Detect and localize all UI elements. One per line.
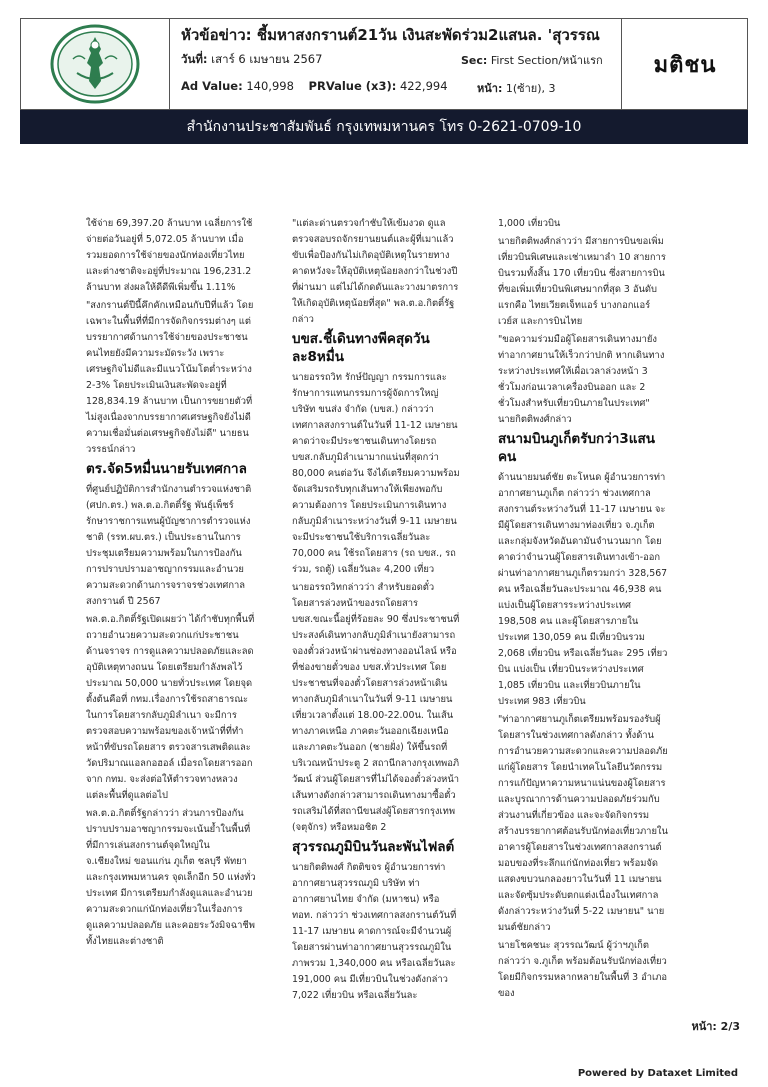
article-column-2 — [292, 216, 462, 1006]
article-paragraph: 1,000 เที่ยวบิน — [498, 218, 561, 229]
ad-value-label: Ad Value: — [181, 79, 243, 93]
value-row — [181, 79, 448, 93]
article-paragraph: พล.ต.อ.กิตติ์รัฐกล่าวว่า ส่วนการป้องกันปราบปรามอาชญากรรมจะเน้นย้ำในพื้นที่ที่มีการเล่นสงกรานต์จุดใหญ่ใน จ.เชียงใหม่ ขอนแก่น ภูเก็ต ชลบุรี พัทยา และกรุงเทพมหานคร จุดเล็กอีก 50 แห่งทั่วประเทศ มีการเตรียมกำลังดูแลและอำนวยความสะดวกแก่นักท่องเที่ยวในเรื่องการดูแลความปลอดภัย และคอยระวังมิจฉาชีพทั้งไทยและต่างชาติ — [86, 808, 256, 947]
article-paragraph: พล.ต.อ.กิตติ์รัฐเปิดเผยว่า ได้กำชับทุกพื้นที่ถวายอำนวยความสะดวกแก่ประชาชนด้านจราจร การดูแลความปลอดภัยและลดอุบัติเหตุทางถนน โดยเตรียมกำลังพลไว้ประมาณ 50,000 นายทั่วประเทศ โดยจุดตั้งต้นคือที่ กทม.เรื่องการใช้รถสาธารณะในการโดยสารกลับภูมิลำเนา จะมีการตรวจสอบความพร้อมของเจ้าหน้าที่ที่ทำหน้าที่ขับรถโดยสาร ตรวจสารเสพติดและวัดปริมาณแอลกอฮอล์ เมื่อรถโดยสารออกจาก กทม. จะส่งต่อให้ตำรวจทางหลวงแต่ละพื้นที่ดูแลต่อไป — [86, 614, 255, 801]
article-paragraph: ด้านนายมนต์ชัย ตะโหนด ผู้อำนวยการท่าอากาศยานภูเก็ต กล่าวว่า ช่วงเทศกาลสงกรานต์ระหว่างวันที่ 11-17 เมษายน จะมีผู้โดยสารเดินทางมาท่องเที่ยว จ.ภูเก็ต และกลุ่มจังหวัดอันดามันจำนวนมาก โดยคาดว่าจำนวนผู้โดยสารเดินทางเข้า-ออกผ่านท่าอากาศยานภูเก็ตรวมกว่า 328,567 คน หรือเฉลี่ยวันละประมาณ 46,938 คน แบ่งเป็นผู้โดยสารระหว่างประเทศ 198,508 คน และผู้โดยสารภายในประเทศ 130,059 คน มีเที่ยวบินรวม 2,068 เที่ยวบิน หรือเฉลี่ยวันละ 295 เที่ยวบิน แบ่งเป็น เที่ยวบินระหว่างประเทศ 1,085 เที่ยวบิน และเที่ยวบินภายในประเทศ 983 เที่ยวบิน — [498, 472, 668, 707]
news-title: ชี้มหาสงกรานต์21วัน เงินสะพัดร่วม2แสนล. 'สุวรรณ — [256, 26, 600, 44]
article-paragraph: ที่ศูนย์ปฏิบัติการสำนักงานตำรวจแห่งชาติ (ศปก.ตร.) พล.ต.อ.กิตติ์รัฐ พันธุ์เพ็ชร์ รักษาราชการแทนผู้บัญชาการตำรวจแห่งชาติ (รรท.ผบ.ตร.) เป็นประธานในการประชุมเตรียมความพร้อมในการป้องกันการปราบปรามอาชญากรรมและอำนวยความสะดวกด้านการจราจรช่วงเทศกาลสงกรานต์ ปี 2567 — [86, 484, 252, 607]
ad-value: 140,998 — [246, 79, 294, 93]
article-subheading: บขส.ชี้เดินทางพีคสุดวันละ8หมื่น — [292, 331, 430, 365]
article-column-3 — [498, 216, 668, 1004]
article-paragraph: นายอรรถวิท รักษ์ปัญญา กรรมการและรักษาการแทนกรรมการผู้จัดการใหญ่ บริษัท ขนส่ง จำกัด (บขส.) กล่าวว่า เทศกาลสงกรานต์ในวันที่ 11-12 เมษายน คาดว่าจะมีประชาชนเดินทางโดยรถ บขส.กลับภูมิลำเนามากแน่นที่สุดกว่า 80,000 คนต่อวัน จึงได้เตรียมความพร้อมจัดเสริมรถรับทุกเส้นทางให้เพียงพอกับความต้องการ โดยประเมินการเดินทางกลับภูมิลำเนาระหว่างวันที่ 9-11 เมษายน จะมีประชาชนใช้บริการเฉลี่ยวันละ 70,000 คน ใช้รถโดยสาร (รถ บขส., รถร่วม, รถตู้) เฉลี่ยวันละ 4,200 เที่ยว — [292, 372, 460, 575]
section-value: First Section/หน้าแรก — [490, 54, 603, 67]
date-row — [181, 51, 322, 69]
bangkok-seal-icon — [49, 23, 141, 105]
powered-by: Powered by Dataxet Limited — [577, 1068, 738, 1079]
publication-box — [621, 19, 748, 109]
article-column-1 — [86, 216, 256, 952]
clipping-header — [20, 18, 748, 110]
article-paragraph: "สงกรานต์ปีนี้คึกคักเหมือนกับปีที่แล้ว โดยเฉพาะในพื้นที่ที่มีการจัดกิจกรรมต่างๆ แต่บรรยากาศด้านการใช้จ่ายของประชาชนคนไทยยังมีความระมัดระวัง เพราะเศรษฐกิจไม่ดีและมีแนวโน้มโตต่ำระหว่าง 2-3% โดยประเมินเงินสะพัดจะอยู่ที่ 128,834.19 ล้านบาท เป็นการขยายตัวที่ไม่สูงเนื่องจากบรรยากาศเศรษฐกิจยังไม่ดี ความเชื่อมั่นต่อเศรษฐกิจยังไม่ดี" นายธนวรรธน์กล่าว — [86, 300, 254, 455]
article-subheading: ตร.จัด5หมื่นนายรับเทศกาล — [86, 461, 247, 477]
article-paragraph: ใช้จ่าย 69,397.20 ล้านบาท เฉลี่ยการใช้จ่ายต่อวันอยู่ที่ 5,072.05 ล้านบาท เมื่อรวมยอดการใช้จ่ายของนักท่องเที่ยวไทยและต่างชาติจะอยู่ที่ประมาณ 196,231.2 ล้านบาท ส่งผลให้ดีดีพีเพิ่มขึ้น 1.11% — [86, 218, 253, 293]
article-paragraph: นายโชคชนะ สุวรรณวัฒน์ ผู้ว่าฯภูเก็ต กล่าวว่า จ.ภูเก็ต พร้อมต้อนรับนักท่องเที่ยวโดยมีกิจกรรมหลากหลายในพื้นที่ 3 อำเภอของ — [498, 940, 668, 999]
section-row — [461, 51, 603, 69]
news-title-row — [181, 23, 621, 47]
page-number: หน้า: 2/3 — [691, 1020, 740, 1033]
date-value: เสาร์ 6 เมษายน 2567 — [211, 52, 323, 66]
article-subheading: สุวรรณภูมิบินวันละพันไฟลต์ — [292, 839, 455, 855]
article-paragraph: นายกิตติพงศ์ กิตติขจร ผู้อำนวยการท่าอากาศยานสุวรรณภูมิ บริษัท ท่าอากาศยานไทย จำกัด (มหาชน) หรือ ทอท. กล่าวว่า ช่วงเทศกาลสงกรานต์วันที่ 11-17 เมษายน คาดการณ์จะมีจำนวนผู้โดยสารผ่านท่าอากาศยานสุวรรณภูมิในภาพรวม 1,340,000 คน หรือเฉลี่ยวันละ 191,000 คน มีเที่ยวบินในช่วงดังกล่าว 7,022 เที่ยวบิน หรือเฉลี่ยวันละ — [292, 862, 457, 1001]
date-label: วันที่: — [181, 52, 208, 66]
article-paragraph: "แต่ละด่านตรวจกำชับให้เข้มงวด ดูแลตรวจสอบรถจักรยานยนต์และผู้ที่เมาแล้วขับเพื่อป้องกันไม่เกิดอุบัติเหตุในรายทาง คาดหวังจะให้อุบัติเหตุน้อยลงกว่าในช่วงปีที่ผ่านมา แต่ไม่ได้กดดันและวางมาตรการให้เกิดอุบัติเหตุน้อยที่สุด" พล.ต.อ.กิตติ์รัฐกล่าว — [292, 218, 459, 325]
article-paragraph: นายอรรถวิทกล่าวว่า สำหรับยอดตั๋วโดยสารล่วงหน้าของรถโดยสาร บขส.ขณะนี้อยู่ที่ร้อยละ 90 ซึ่งประชาชนที่ประสงค์เดินทางกลับภูมิลำเนายังสามารถจองตั๋วล่วงหน้าผ่านช่องทางออนไลน์ หรือที่ช่องขายตั๋วของ บขส.ทั่วประเทศ โดยประชาชนที่จองตั๋วโดยสารล่วงหน้าเดินทางกลับภูมิลำเนาในวันที่ 9-11 เมษายน เที่ยวเวลาตั้งแต่ 18.00-22.00น. ในเส้นทางภาคเหนือ ภาคตะวันออกเฉียงเหนือ และภาคตะวันออก (ชายฝั่ง) ให้ขึ้นรถที่บริเวณหน้าประตู 2 สถานีกลางกรุงเทพอภิวัฒน์ ส่วนผู้โดยสารที่ไม่ได้จองตั๋วล่วงหน้าเส้นทางดังกล่าวสามารถเดินทางมาซื้อตั๋วรถเสริมได้ที่สถานีขนส่งผู้โดยสารกรุงเทพ (จตุจักร) หรือหมอชิต 2 — [292, 582, 460, 833]
contact-bar: สำนักงานประชาสัมพันธ์ กรุงเทพมหานคร โทร 0-2621-0709-10 — [20, 110, 748, 144]
section-label: Sec: — [461, 54, 488, 67]
page-row — [477, 79, 556, 97]
article-paragraph: "ท่าอากาศยานภูเก็ตเตรียมพร้อมรองรับผู้โดยสารในช่วงเทศกาลดังกล่าว ทั้งด้านการอำนวยความสะดวกและความปลอดภัยแก่ผู้โดยสาร โดยนำเทคโนโลยีนวัตกรรมการแก้ปัญหาความหนาแน่นของผู้โดยสาร และบูรณาการด้านความปลอดภัยร่วมกับส่วนงานที่เกี่ยวข้อง และจะจัดกิจกรรมสร้างบรรยากาศต้อนรับนักท่องเที่ยวภายในอาคารผู้โดยสารในช่วงเทศกาลสงกรานต์ มอบของที่ระลึกแก่นักท่องเที่ยว พร้อมจัดแสดงขบวนกลองยาวในวันที่ 11 เมษายน และจัดซุ้มประดับตกแต่งเนื่องในเทศกาลดังกล่าวระหว่างวันที่ 5-22 เมษายน" นายมนต์ชัยกล่าว — [498, 714, 668, 933]
page-label: หน้า: — [477, 82, 503, 95]
title-label: หัวข้อข่าว: — [181, 26, 252, 44]
publication-logo: มติชน — [653, 52, 717, 78]
pr-value: 422,994 — [399, 79, 448, 93]
page-value: 1(ซ้าย), 3 — [505, 82, 556, 95]
article-paragraph: นายกิตติพงศ์กล่าวว่า มีสายการบินขอเพิ่มเที่ยวบินพิเศษและเช่าเหมาลำ 10 สายการบินรวมทั้งสิ้น 170 เที่ยวบิน ซึ่งสายการบินที่ขอเพิ่มเที่ยวบินพิเศษมากที่สุด 3 อันดับแรกคือ ไทยเวียตเจ็ทแอร์ บางกอกแอร์เวย์ส และการบินไทย — [498, 236, 666, 327]
bma-logo-box — [21, 19, 170, 109]
article-paragraph: "ขอความร่วมมือผู้โดยสารเดินทางมายังท่าอากาศยานให้เร็วกว่าปกติ หากเดินทางระหว่างประเทศให้เผื่อเวลาล่วงหน้า 3 ชั่วโมงก่อนเวลาเครื่องบินออก และ 2 ชั่วโมงสำหรับเที่ยวบินภายในประเทศ" นายกิตติพงศ์กล่าว — [498, 334, 665, 425]
article-subheading: สนามบินภูเก็ตรับกว่า3แสนคน — [498, 431, 655, 465]
pr-value-label: PRValue (x3): — [308, 79, 397, 93]
